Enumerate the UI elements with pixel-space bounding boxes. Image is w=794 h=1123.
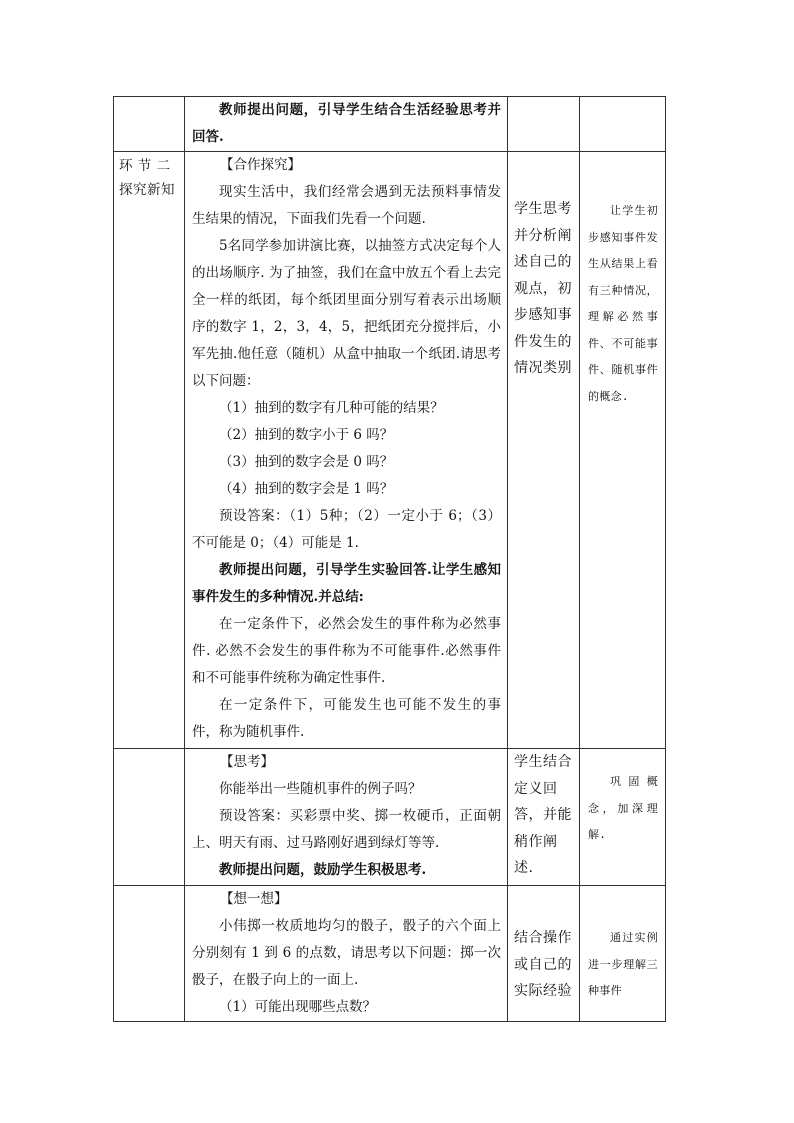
student-activity-cell [508, 97, 580, 152]
question: （1）可能出现哪些点数？ [219, 999, 377, 1015]
design-intent-cell [580, 749, 666, 886]
stage-cell [114, 97, 185, 152]
design-intent: 让学生初步感知事件发生从结果上看有三种情况，理解必然事件、不可能事件、随机事件的概念. [588, 204, 658, 403]
stage-label: 环 节 二 探究新知 [119, 158, 175, 198]
student-activity-cell [508, 886, 580, 1022]
definition: 在一定条件下，可能发生也可能不发生的事件，称为随机事件. [192, 697, 501, 740]
stage-cell [114, 749, 185, 886]
question: （3）抽到的数字会是 0 吗？ [219, 454, 394, 470]
table-row [114, 886, 666, 1022]
paragraph: 小伟掷一枚质地均匀的骰子，骰子的六个面上分别刻有 1 到 6 的点数，请思考以下问题：掷一次骰子，在骰子向上的一面上. [192, 918, 501, 988]
teacher-note: 教师提出问题，鼓励学生积极思考. [219, 862, 427, 878]
student-activity-cell [508, 749, 580, 886]
student-activity-cell [508, 152, 580, 749]
table-row [114, 97, 666, 152]
table-row [114, 152, 666, 749]
design-intent-cell [580, 886, 666, 1022]
question: （4）抽到的数字会是 1 吗？ [219, 481, 394, 497]
question: （2）抽到的数字小于 6 吗？ [219, 427, 394, 443]
teacher-activity-cell [185, 97, 508, 152]
lesson-plan-table [113, 96, 666, 1022]
paragraph: 现实生活中，我们经常会遇到无法预料事情发生结果的情况，下面我们先看一个问题. [192, 184, 501, 227]
teacher-activity-cell [185, 749, 508, 886]
student-activity: 学生思考并分析阐述自己的观点，初步感知事件发生的情况类别 [514, 201, 572, 376]
teacher-note: 教师提出问题，引导学生实验回答.让学生感知事件发生的多种情况.并总结: [192, 562, 501, 605]
student-activity: 结合操作或自己的实际经验 [514, 930, 572, 999]
preset-answer: 预设答案：买彩票中奖、掷一枚硬币，正面朝上、明天有雨、过马路刚好遇到绿灯等等. [192, 808, 501, 851]
section-heading: 【思考】 [220, 754, 274, 770]
section-heading: 【想一想】 [220, 891, 288, 907]
stage-cell [114, 886, 185, 1022]
design-intent-cell [580, 152, 666, 749]
design-intent: 通过实例进一步理解三种事件 [588, 931, 658, 997]
paragraph: 5名同学参加讲演比赛，以抽签方式决定每个人的出场顺序. 为了抽签，我们在盒中放五个看上去完全一样的纸团，每个纸团里面分别写着表示出场顺序的数字 1，2，3，4，5，把纸团充分搅拌后，小军先抽.他任意（随机）从盒中抽取一个纸团.请思考以下问题： [192, 238, 501, 389]
definition: 在一定条件下，必然会发生的事件称为必然事件. 必然不会发生的事件称为不可能事件.必然事件和不可能事件统称为确定性事件. [192, 616, 501, 686]
design-intent-cell [580, 97, 666, 152]
preset-answer: 预设答案：（1）5种；（2）一定小于 6；（3）不可能是 0；（4）可能是 1. [192, 508, 501, 551]
section-heading: 【合作探究】 [220, 157, 301, 173]
question: 你能举出一些随机事件的例子吗？ [219, 781, 422, 797]
teacher-note: 教师提出问题，引导学生结合生活经验思考并回答. [192, 102, 501, 145]
question: （1）抽到的数字有几种可能的结果？ [219, 400, 444, 416]
stage-cell [114, 152, 185, 749]
teacher-activity-cell [185, 886, 508, 1022]
student-activity: 学生结合定义回答，并能稍作阐述. [514, 754, 572, 876]
table-row [114, 749, 666, 886]
teacher-activity-cell [185, 152, 508, 749]
design-intent: 巩固概念，加深理解. [588, 775, 658, 841]
